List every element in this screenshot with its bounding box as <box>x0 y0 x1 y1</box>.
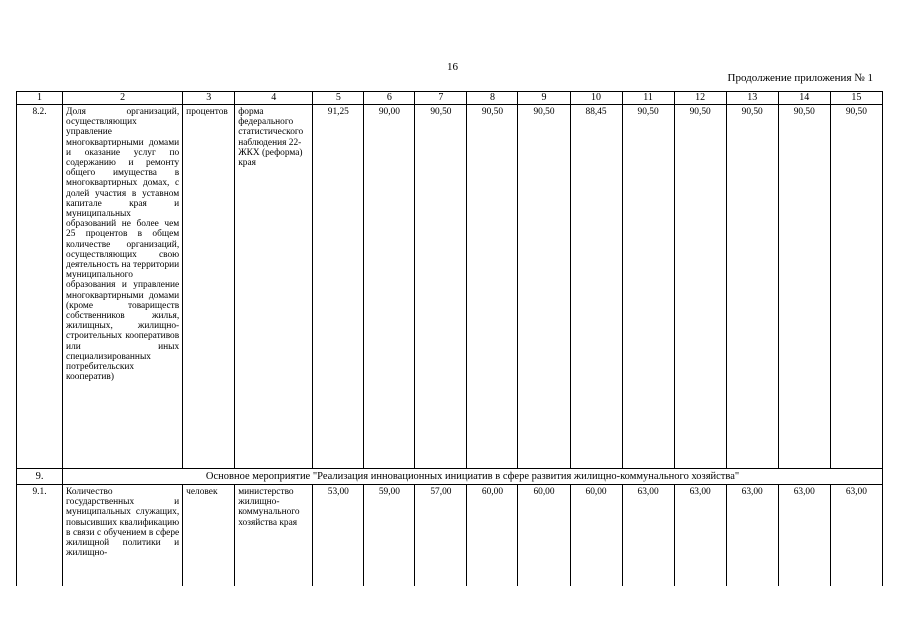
column-header: 12 <box>674 92 726 105</box>
section-row <box>17 469 883 485</box>
column-header: 11 <box>622 92 674 105</box>
value-cell: 60,00 <box>518 485 570 587</box>
value-cell: 90,50 <box>467 105 518 469</box>
value-cell: 88,45 <box>570 105 622 469</box>
value-cell: 90,50 <box>830 105 882 469</box>
unit: человек <box>183 485 235 587</box>
section-title: Основное мероприятие "Реализация инновационных инициатив в сфере развития жилищно-коммунального хозяйства" <box>63 469 883 485</box>
column-header: 7 <box>415 92 467 105</box>
column-header: 2 <box>63 92 183 105</box>
row-number: 8.2. <box>17 105 63 469</box>
indicator-name: Количество государственных и муниципальных служащих, повысивших квалификацию в связи с обучением в сфере жилищной политики и жилищно- <box>63 485 183 587</box>
value-cell: 63,00 <box>778 485 830 587</box>
value-cell: 53,00 <box>313 485 364 587</box>
value-cell: 90,50 <box>726 105 778 469</box>
row-number: 9.1. <box>17 485 63 587</box>
column-header: 6 <box>364 92 415 105</box>
column-header: 15 <box>830 92 882 105</box>
value-cell: 63,00 <box>726 485 778 587</box>
indicators-table <box>16 91 883 586</box>
column-header: 13 <box>726 92 778 105</box>
column-header: 10 <box>570 92 622 105</box>
column-header: 8 <box>467 92 518 105</box>
value-cell: 90,50 <box>415 105 467 469</box>
value-cell: 60,00 <box>570 485 622 587</box>
data-source: форма федерального статистического наблюдения 22-ЖКХ (реформа) края <box>235 105 313 469</box>
section-number: 9. <box>17 469 63 485</box>
value-cell: 90,00 <box>364 105 415 469</box>
value-cell: 91,25 <box>313 105 364 469</box>
value-cell: 90,50 <box>622 105 674 469</box>
value-cell: 63,00 <box>622 485 674 587</box>
value-cell: 60,00 <box>467 485 518 587</box>
unit: процентов <box>183 105 235 469</box>
value-cell: 90,50 <box>518 105 570 469</box>
value-cell: 63,00 <box>674 485 726 587</box>
table-row <box>17 485 883 587</box>
value-cell: 90,50 <box>778 105 830 469</box>
data-source: министерство жилищно-коммунального хозяйства края <box>235 485 313 587</box>
column-header: 3 <box>183 92 235 105</box>
value-cell: 90,50 <box>674 105 726 469</box>
table-header-row <box>17 92 883 105</box>
page-number: 16 <box>447 61 458 73</box>
value-cell: 63,00 <box>830 485 882 587</box>
column-header: 9 <box>518 92 570 105</box>
column-header: 4 <box>235 92 313 105</box>
column-header: 1 <box>17 92 63 105</box>
column-header: 5 <box>313 92 364 105</box>
continuation-note: Продолжение приложения № 1 <box>727 72 873 84</box>
value-cell: 59,00 <box>364 485 415 587</box>
value-cell: 57,00 <box>415 485 467 587</box>
table-row <box>17 105 883 469</box>
indicator-name: Доля организаций, осуществляющих управление многоквартирными домами и оказание услуг по содержанию и ремонту общего имущества в многоквартирных домах, с долей участия в уставном капитале края и муниципальных образований не более чем 25 процентов в общем количестве организаций, осуществляющих свою деятельность на территории муниципального образования и управление многоквартирными домами (кроме товариществ собственников жилья, жилищных, жилищно-строительных кооперативов или иных специализированных потребительских кооператив) <box>63 105 183 469</box>
column-header: 14 <box>778 92 830 105</box>
